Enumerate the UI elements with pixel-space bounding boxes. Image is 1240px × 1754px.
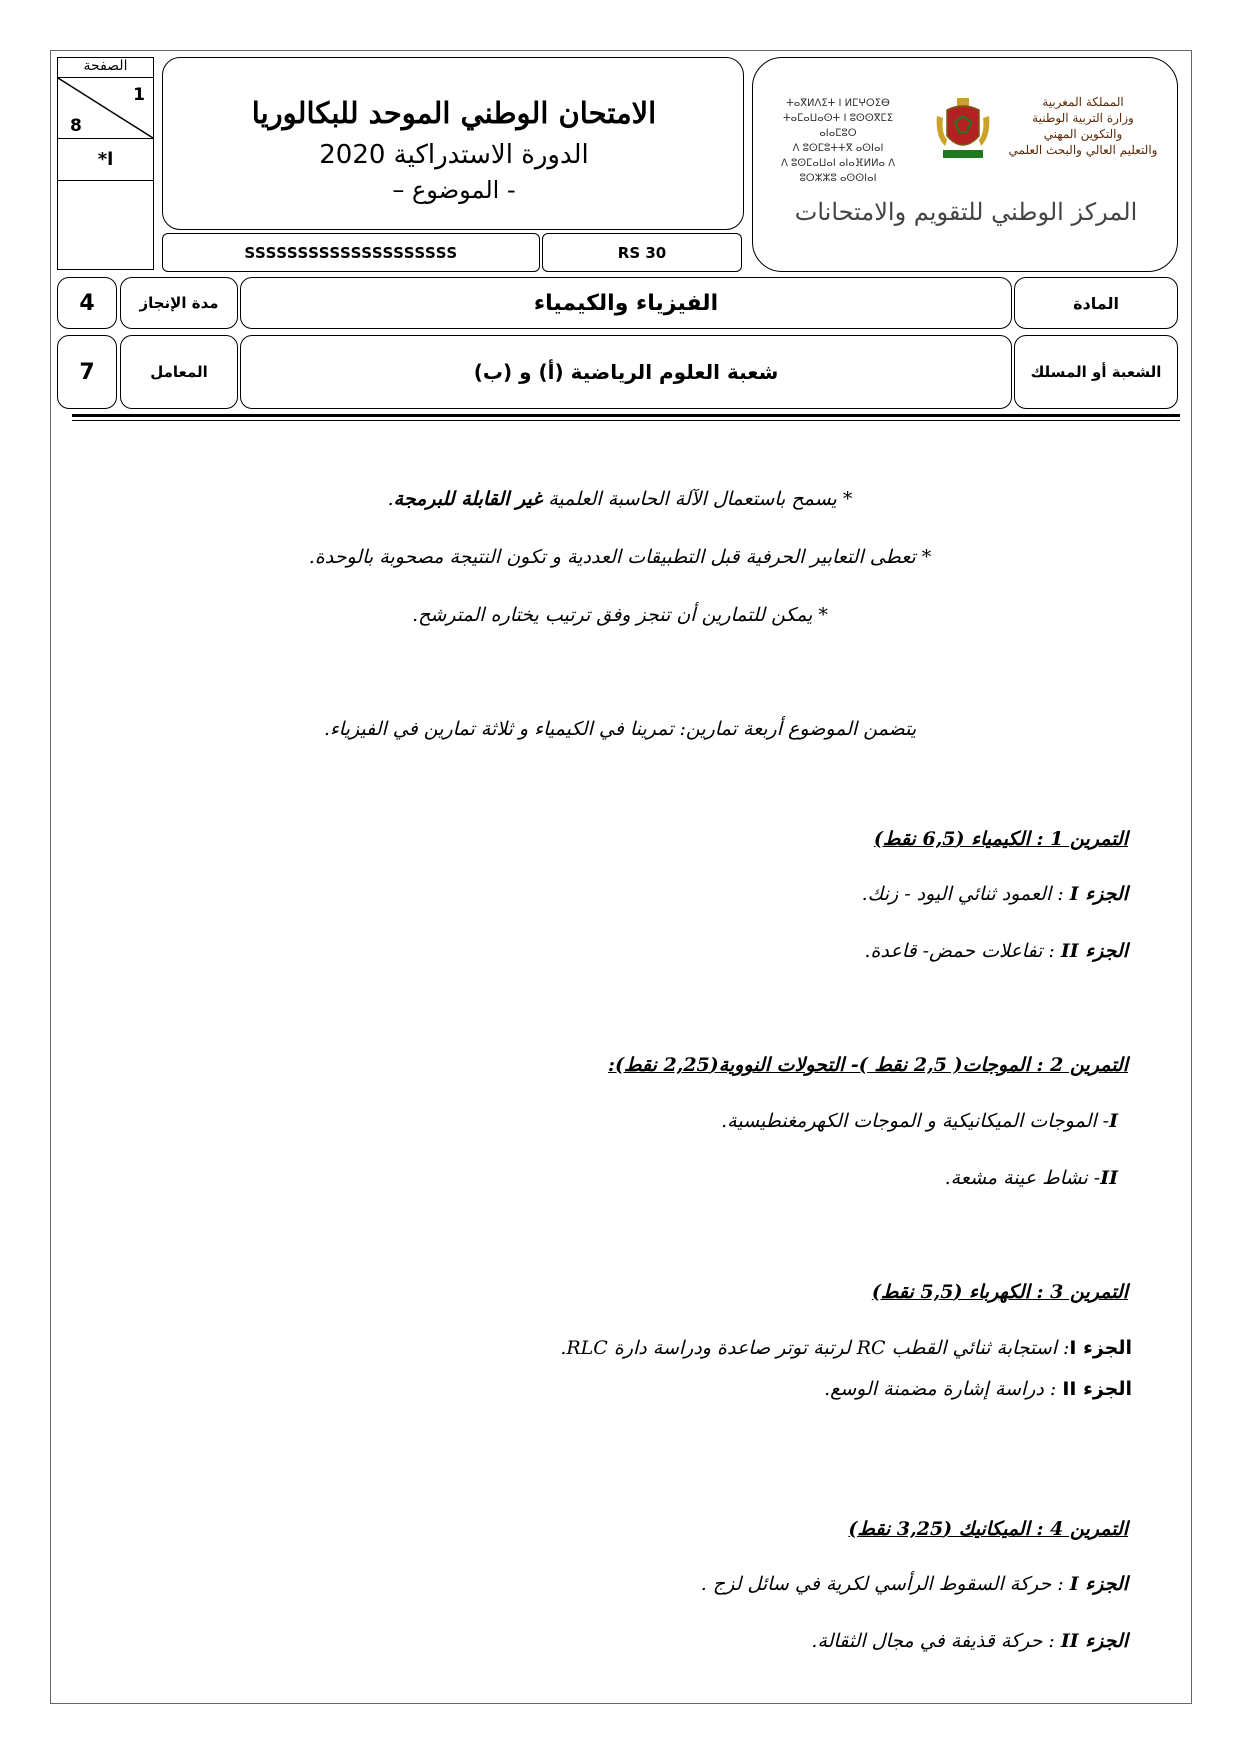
page-total: 8	[70, 116, 82, 136]
exercise-1-part-1	[862, 883, 1128, 905]
duration-label: مدة الإنجاز	[120, 277, 238, 329]
note-order: * يمكن للتمارين أن تنجز وفق ترتيب يختاره المترشح.	[412, 604, 828, 626]
exercise-2-part-1-text: - الموجات الميكانيكية و الموجات الكهرمغنطيسية.	[721, 1110, 1110, 1132]
exam-variant: *ا	[97, 148, 114, 170]
exam-session: الدورة الاستدراكية 2020	[319, 140, 589, 170]
note-calculator-end: .	[387, 488, 394, 510]
exam-title: الامتحان الوطني الموحد للبكالوريا	[251, 96, 657, 130]
coef-label: المعامل	[120, 335, 238, 409]
tifinagh-line-2: ⵜⴰⵎⴰⵡⴰⵙⵜ ⵏ ⵓⵙⵙⴳⵎⵉ ⴰⵏⴰⵎⵓⵔ	[782, 113, 894, 139]
tifinagh-block	[763, 96, 913, 186]
exercise-4-part-1-text: : حركة السقوط الرأسي لكرية في سائل لزج .	[700, 1573, 1070, 1595]
note-calculator	[0, 488, 1240, 510]
note-expressions: * تعطى التعابير الحرفية قبل التطبيقات العددية و تكون النتيجة مصحوبة بالوحدة.	[308, 546, 932, 568]
page-current: 1	[133, 85, 145, 105]
header-rule-thin	[72, 420, 1180, 421]
exercise-3-part-1-text: : استجابة ثنائي القطب RC لرتبة توتر صاعدة ودراسة دارة RLC.	[560, 1337, 1070, 1359]
exercise-4-part-2-label: الجزء II	[1060, 1630, 1128, 1652]
exercise-2-part-1	[721, 1110, 1118, 1132]
ministry-arabic-block	[1003, 94, 1163, 158]
subject-label: المادة	[1014, 277, 1178, 329]
exercise-2-part-1-label: I	[1109, 1110, 1118, 1132]
coat-of-arms-icon	[933, 96, 993, 164]
ministry-line-4: والتعليم العالي والبحث العلمي	[1008, 143, 1158, 157]
coef-value: 7	[57, 335, 117, 409]
tifinagh-line-3: ⴷ ⵓⵙⵎⵓⵜⵜⴳ ⴰⵙⵏⴰⵏ	[792, 143, 884, 154]
exercise-1-part-2-text: : تفاعلات حمض- قاعدة.	[864, 940, 1061, 962]
note-calculator-text: * يسمح باستعمال الآلة الحاسبة العلمية	[542, 488, 853, 510]
tifinagh-line-1: ⵜⴰⴳⵍⴷⵉⵜ ⵏ ⵍⵎⵖⵔⵉⴱ	[786, 98, 890, 109]
ministry-line-3: والتكوين المهني	[1043, 127, 1123, 141]
page-label: الصفحة	[58, 58, 153, 78]
header-rule-thick	[72, 414, 1180, 417]
exam-code-long: SSSSSSSSSSSSSSSSSSSS	[162, 233, 540, 272]
exercise-3-part-2-text: : دراسة إشارة مضمنة الوسع.	[824, 1378, 1063, 1400]
ministry-box	[752, 57, 1178, 272]
subject-value: الفيزياء والكيمياء	[240, 277, 1012, 329]
exam-code: RS 30	[542, 233, 742, 272]
exercise-2-part-2	[945, 1167, 1118, 1189]
ministry-line-1: المملكة المغربية	[1042, 95, 1124, 109]
center-name: المركز الوطني للتقويم والامتحانات	[794, 198, 1138, 226]
exam-subject-label: - الموضوع –	[392, 176, 516, 204]
exam-title-box	[162, 57, 744, 230]
exercise-3-part-1	[560, 1337, 1132, 1359]
exercise-3-title: التمرين 3 : الكهرباء (5,5 نقط)	[871, 1281, 1128, 1303]
exercise-3-part-2	[824, 1378, 1132, 1400]
exercise-2-part-2-text: - نشاط عينة مشعة.	[944, 1167, 1101, 1189]
exercise-3-part-1-label: الجزء I	[1069, 1337, 1132, 1359]
exercise-4-title: التمرين 4 : الميكانيك (3,25 نقط)	[848, 1518, 1128, 1540]
branch-value: شعبة العلوم الرياضية (أ) و (ب)	[240, 335, 1012, 409]
exercise-4-part-1	[701, 1573, 1128, 1595]
exercise-1-part-1-label: الجزء I	[1069, 883, 1128, 905]
exercise-2-part-2-label: II	[1100, 1167, 1118, 1189]
branch-label: الشعبة أو المسلك	[1014, 335, 1178, 409]
note-calculator-emphasis: غير القابلة للبرمجة	[393, 488, 543, 510]
exercise-1-part-2-label: الجزء II	[1060, 940, 1128, 962]
exercise-2-title: التمرين 2 : الموجات( 2,5 نقط )- التحولات النووية(2,25 نقط):	[607, 1054, 1128, 1076]
exercise-1-part-1-text: : العمود ثنائي اليود - زنك.	[861, 883, 1070, 905]
tifinagh-line-4: ⴷ ⵓⵙⵎⴰⵡⴰⵏ ⴰⵏⴰⴼⵍⵍⴰ ⴷ ⵓⵔⵣⵣⵓ ⴰⵙⵙⵏⴰⵏ	[780, 158, 896, 184]
duration-value: 4	[57, 277, 117, 329]
exercise-4-part-2-text: : حركة قذيفة في مجال الثقالة.	[811, 1630, 1061, 1652]
exercise-1-part-2	[864, 940, 1128, 962]
exercise-3-part-2-label: الجزء II	[1062, 1378, 1132, 1400]
page-number-box	[57, 57, 154, 270]
exercise-1-title: التمرين 1 : الكيمياء (6,5 نقط)	[873, 828, 1128, 850]
exercise-4-part-2	[811, 1630, 1128, 1652]
ministry-line-2: وزارة التربية الوطنية	[1032, 111, 1134, 125]
exercise-4-part-1-label: الجزء I	[1069, 1573, 1128, 1595]
note-summary: يتضمن الموضوع أربعة تمارين: تمرينا في الكيمياء و ثلاثة تمارين في الفيزياء.	[323, 718, 917, 740]
